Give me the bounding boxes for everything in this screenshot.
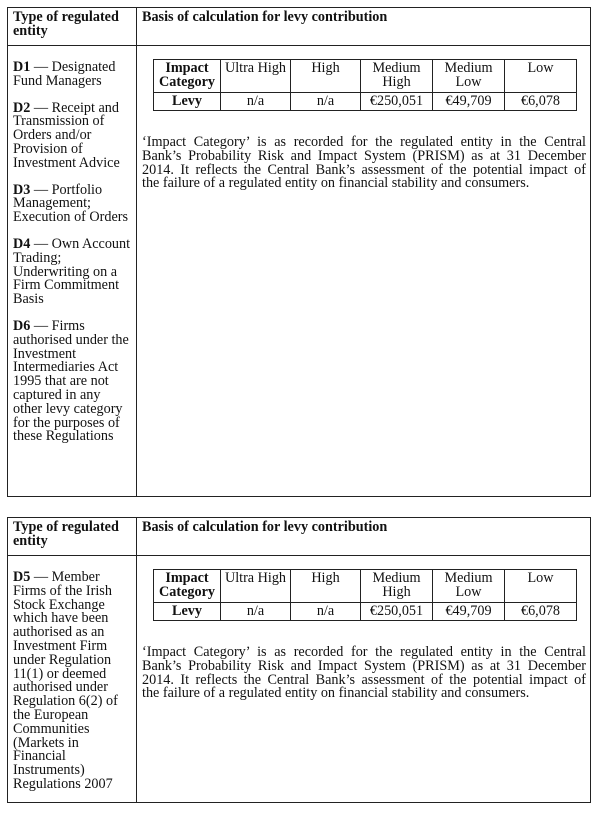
header-type-of-regulated-entity: Type of regulated entity [13,9,119,39]
header-divider [8,45,590,46]
impact-levy-table [153,59,577,111]
entity-d3 [13,181,133,226]
levy-table-1 [7,7,591,497]
note-line: Bank’s Probability Risk and Impact System (PRISM) as at 31 December [142,147,586,164]
entity-code: D2 [13,99,31,116]
entity-d1 [13,61,133,89]
entity-d4 [13,235,133,308]
levy-cell: €6,078 [505,92,577,111]
header-basis-of-calculation: Basis of calculation for levy contribution [142,9,388,25]
entity-description: — Firms authorised under the Investment Intermediaries Act 1995 that are not captured in any other levy category for the purposes of these Regulations [13,317,129,445]
entity-list [13,571,133,805]
entity-description: — Portfolio Management; Execution of Orders [13,181,129,226]
levy-header: Levy [154,92,221,111]
levy-cell: n/a [291,92,361,111]
category-cell: High [291,570,361,603]
levy-cell: n/a [291,602,361,621]
category-cell: Medium Low [433,570,505,603]
entity-code: D1 [13,59,31,75]
impact-category-header: Impact Category [154,60,221,93]
levy-header: Levy [154,602,221,621]
category-cell: Medium Low [433,60,505,93]
category-cell: Medium High [361,570,433,603]
impact-category-note [142,646,586,701]
note-line: the failure of a regulated entity on financial stability and consumers. [142,175,530,192]
note-line: the failure of a regulated entity on financial stability and consumers. [142,685,530,702]
impact-category-row [154,60,577,93]
levy-cell: €250,051 [361,92,433,111]
entity-description: — Receipt and Transmission of Orders and/or Provision of Investment Advice [13,99,120,171]
header-type-of-regulated-entity: Type of regulated entity [13,519,119,549]
column-divider [136,8,137,496]
levy-cell: €6,078 [505,602,577,621]
levy-row [154,92,577,111]
entity-description: — Designated Fund Managers [13,59,116,89]
category-cell: Medium High [361,60,433,93]
column-divider [136,518,137,802]
category-cell: High [291,60,361,93]
levy-cell: n/a [221,92,291,111]
entity-code: D3 [13,181,31,198]
levy-row [154,602,577,621]
levy-cell: €49,709 [433,602,505,621]
impact-category-header: Impact Category [154,570,221,603]
levy-cell: n/a [221,602,291,621]
category-cell: Low [505,60,577,93]
header-basis-of-calculation: Basis of calculation for levy contribution [142,519,388,535]
entity-list [13,61,133,457]
entity-d5 [13,571,133,792]
levy-table-2 [7,517,591,803]
note-line: ‘Impact Category’ is as recorded for the regulated entity in the Central [142,134,586,150]
entity-d2 [13,99,133,171]
impact-levy-table [153,569,577,621]
entity-code: D4 [13,235,31,252]
entity-description: — Own Account Trading; Underwriting on a Firm Commitment Basis [13,235,131,308]
category-cell: Low [505,570,577,603]
entity-code: D5 [13,569,31,585]
header-divider [8,555,590,556]
levy-cell: €49,709 [433,92,505,111]
entity-code: D6 [13,317,31,334]
levy-cell: €250,051 [361,602,433,621]
category-cell: Ultra High [221,60,291,93]
entity-d6 [13,317,133,445]
category-cell: Ultra High [221,570,291,603]
impact-category-note [142,136,586,191]
note-line: 2014. It reflects the Central Bank’s assessment of the potential impact of [142,161,586,178]
entity-description: — Member Firms of the Irish Stock Exchange which have been authorised as an Investment Firm under Regulation 11(1) or deemed authorised under Regulation 6(2) of the European Communities (Markets in Financial Instruments) Regulations 2007 [13,569,118,792]
impact-category-row [154,570,577,603]
note-line: Bank’s Probability Risk and Impact System (PRISM) as at 31 December [142,657,586,674]
note-line: ‘Impact Category’ is as recorded for the regulated entity in the Central [142,644,586,660]
note-line: 2014. It reflects the Central Bank’s assessment of the potential impact of [142,671,586,688]
